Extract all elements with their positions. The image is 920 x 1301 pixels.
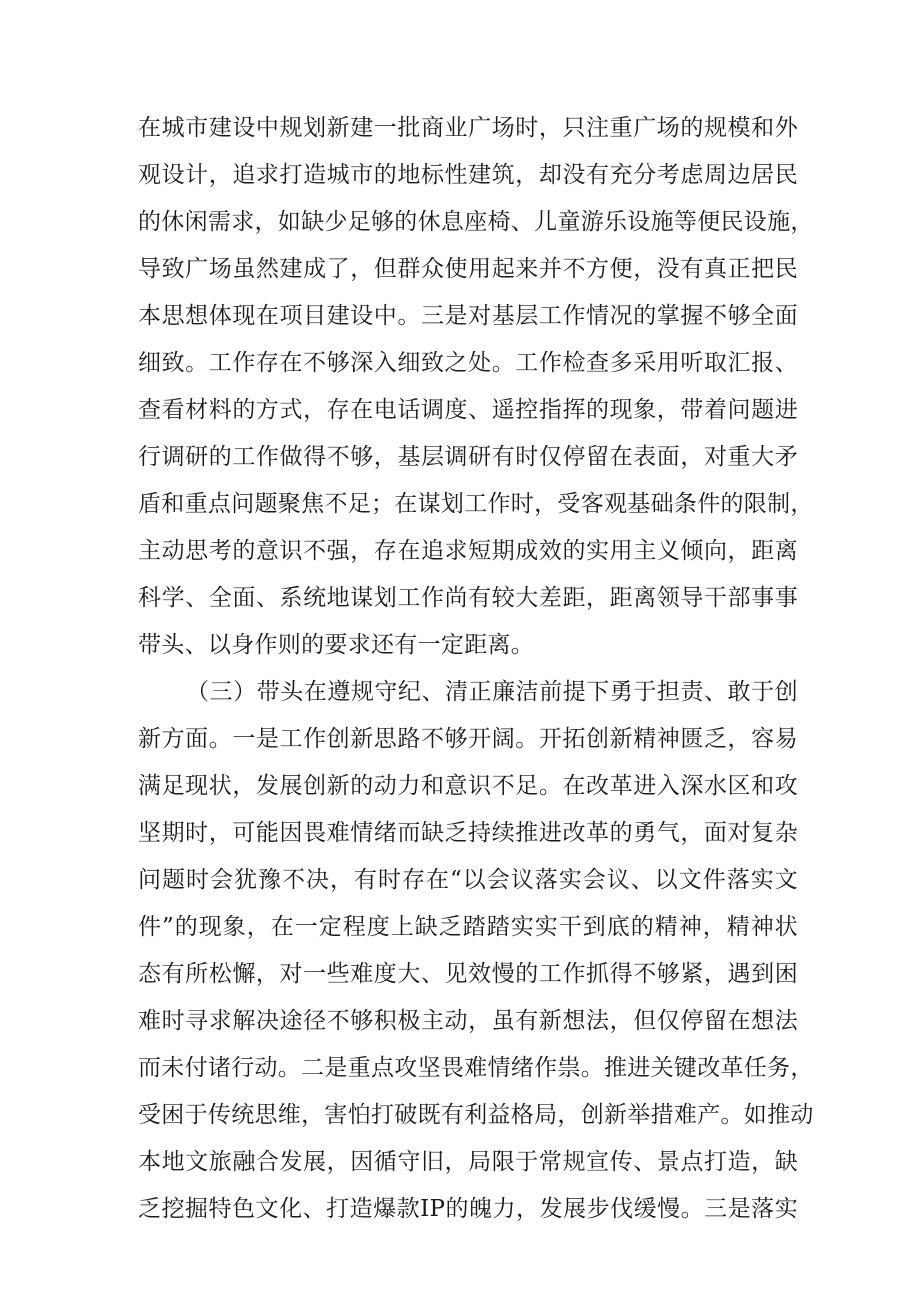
section-heading-line: （三）带头在遵规守纪、清正廉洁前提下勇于担责、敢于创 <box>186 679 798 705</box>
body-text-line: 受困于传统思维，害怕打破既有利益格局，创新举措难产。如推动 <box>138 1102 814 1128</box>
body-text-line: 观设计，追求打造城市的地标性建筑，却没有充分考虑周边居民 <box>138 162 798 188</box>
body-text-line: 行调研的工作做得不够，基层调研有时仅停留在表面，对重大矛 <box>138 444 798 470</box>
body-text-line: 满足现状，发展创新的动力和意识不足。在改革进入深水区和攻 <box>138 773 798 799</box>
body-text-line: 科学、全面、系统地谋划工作尚有较大差距，距离领导干部事事 <box>138 585 798 611</box>
body-text-line: 新方面。一是工作创新思路不够开阔。开拓创新精神匮乏，容易 <box>138 726 798 752</box>
body-text-line: 坚期时，可能因畏难情绪而缺乏持续推进改革的勇气，面对复杂 <box>138 820 798 846</box>
body-text-line: 在城市建设中规划新建一批商业广场时，只注重广场的规模和外 <box>138 115 798 141</box>
paragraph-end-line: 带头、以身作则的要求还有一定距离。 <box>138 632 535 658</box>
body-text-line: 盾和重点问题聚焦不足；在谋划工作时，受客观基础条件的限制， <box>138 491 814 517</box>
body-text-line: 的休闲需求，如缺少足够的休息座椅、儿童游乐设施等便民设施， <box>138 209 814 235</box>
body-text-line: 查看材料的方式，存在电话调度、遥控指挥的现象，带着问题进 <box>138 397 798 423</box>
body-text-line: 乏挖掘特色文化、打造爆款IP的魄力，发展步伐缓慢。三是落实 <box>138 1196 798 1222</box>
body-text-line: 主动思考的意识不强，存在追求短期成效的实用主义倾向，距离 <box>138 538 798 564</box>
body-text-line: 而未付诸行动。二是重点攻坚畏难情绪作祟。推进关键改革任务， <box>138 1055 814 1081</box>
body-text-line: 本思想体现在项目建设中。三是对基层工作情况的掌握不够全面 <box>138 303 798 329</box>
body-text-line: 件”的现象，在一定程度上缺乏踏踏实实干到底的精神，精神状 <box>138 914 798 940</box>
body-text-line: 问题时会犹豫不决，有时存在“以会议落实会议、以文件落实文 <box>138 867 798 893</box>
body-text-line: 本地文旅融合发展，因循守旧，局限于常规宣传、景点打造，缺 <box>138 1149 798 1175</box>
body-text-line: 细致。工作存在不够深入细致之处。工作检查多采用听取汇报、 <box>138 350 798 376</box>
body-text-line: 导致广场虽然建成了，但群众使用起来并不方便，没有真正把民 <box>138 256 798 282</box>
body-text-line: 态有所松懈，对一些难度大、见效慢的工作抓得不够紧，遇到困 <box>138 961 798 987</box>
body-text-line: 难时寻求解决途径不够积极主动，虽有新想法，但仅停留在想法 <box>138 1008 798 1034</box>
